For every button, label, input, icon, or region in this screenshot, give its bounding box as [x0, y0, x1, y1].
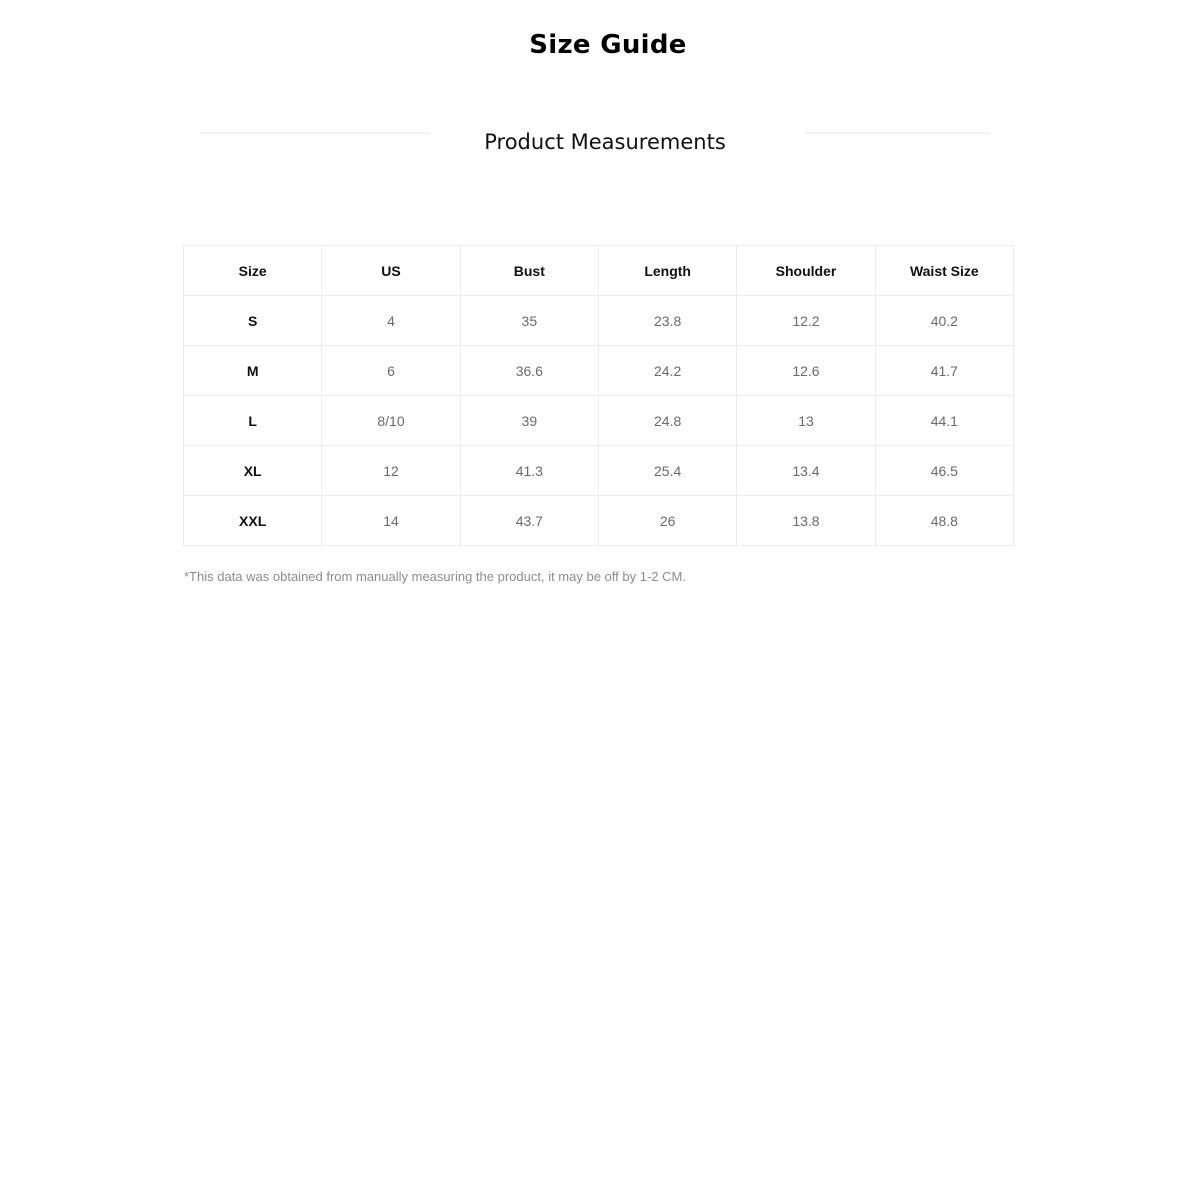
column-header-length: Length	[598, 246, 736, 296]
length-cell: 24.8	[598, 396, 736, 446]
shoulder-cell: 12.6	[737, 346, 875, 396]
shoulder-cell: 13	[737, 396, 875, 446]
us-cell: 12	[322, 446, 460, 496]
column-header-waist-size: Waist Size	[875, 246, 1013, 296]
shoulder-cell: 13.8	[737, 496, 875, 546]
bust-cell: 36.6	[460, 346, 598, 396]
length-cell: 26	[598, 496, 736, 546]
bust-cell: 39	[460, 396, 598, 446]
table-row	[184, 296, 1014, 346]
waist-size-cell: 40.2	[875, 296, 1013, 346]
column-header-us: US	[322, 246, 460, 296]
column-header-size: Size	[184, 246, 322, 296]
section-divider-right	[805, 132, 990, 134]
length-cell: 23.8	[598, 296, 736, 346]
table-header-row	[184, 246, 1014, 296]
column-header-bust: Bust	[460, 246, 598, 296]
bust-cell: 35	[460, 296, 598, 346]
length-cell: 24.2	[598, 346, 736, 396]
us-cell: 4	[322, 296, 460, 346]
waist-size-cell: 46.5	[875, 446, 1013, 496]
table-row	[184, 396, 1014, 446]
page-title: Size Guide	[529, 30, 687, 60]
bust-cell: 43.7	[460, 496, 598, 546]
waist-size-cell: 44.1	[875, 396, 1013, 446]
size-table	[183, 245, 1014, 546]
size-cell: M	[184, 346, 322, 396]
measurement-footnote: *This data was obtained from manually measuring the product, it may be off by 1-2 CM.	[184, 569, 686, 584]
column-header-shoulder: Shoulder	[737, 246, 875, 296]
shoulder-cell: 12.2	[737, 296, 875, 346]
size-cell: L	[184, 396, 322, 446]
bust-cell: 41.3	[460, 446, 598, 496]
us-cell: 14	[322, 496, 460, 546]
section-title: Product Measurements	[484, 130, 726, 154]
table-row	[184, 446, 1014, 496]
section-header	[200, 124, 990, 160]
waist-size-cell: 41.7	[875, 346, 1013, 396]
length-cell: 25.4	[598, 446, 736, 496]
size-cell: S	[184, 296, 322, 346]
size-cell: XXL	[184, 496, 322, 546]
waist-size-cell: 48.8	[875, 496, 1013, 546]
shoulder-cell: 13.4	[737, 446, 875, 496]
us-cell: 6	[322, 346, 460, 396]
size-cell: XL	[184, 446, 322, 496]
table-row	[184, 346, 1014, 396]
table-row	[184, 496, 1014, 546]
us-cell: 8/10	[322, 396, 460, 446]
